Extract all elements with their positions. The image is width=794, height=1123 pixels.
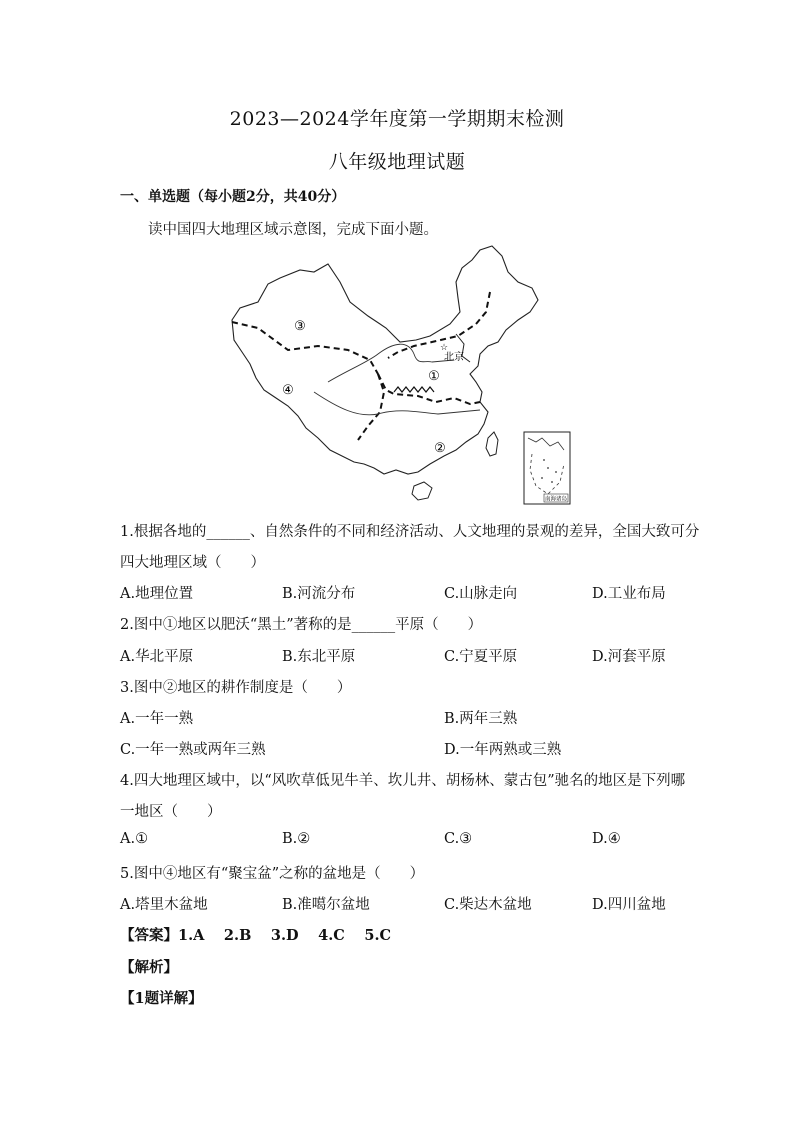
- q4-option-c: C.③: [444, 831, 473, 847]
- china-outline: [232, 246, 538, 474]
- answer-line: 【答案】1.A 2.B 3.D 4.C 5.C: [120, 927, 392, 944]
- q1-option-c: C.山脉走向: [444, 586, 518, 602]
- q5-option-d: D.四川盆地: [592, 897, 666, 913]
- q1-option-a: A.地理位置: [120, 586, 194, 602]
- q3-option-b: B.两年三熟: [444, 711, 518, 727]
- boundary-qinghai-tibet: [358, 374, 384, 440]
- region-2-label: ②: [434, 441, 446, 456]
- china-regions-map: [218, 242, 573, 510]
- section-heading: 一、单选题（每小题2分，共40分）: [120, 189, 346, 205]
- region-1-label: ①: [428, 369, 440, 384]
- detail-heading: 【1题详解】: [120, 990, 203, 1007]
- yangtze-river: [314, 392, 480, 415]
- beijing-label: 北京: [444, 352, 464, 363]
- taiwan-island: [486, 432, 498, 456]
- q2-option-a: A.华北平原: [120, 649, 194, 665]
- analysis-heading: 【解析】: [120, 959, 178, 976]
- q2-option-d: D.河套平原: [592, 649, 666, 665]
- question-1-stem: 1.根据各地的______、自然条件的不同和经济活动、人文地理的景观的差异，全国大致可分: [120, 524, 700, 540]
- q1-option-b: B.河流分布: [282, 586, 356, 602]
- question-5-stem: 5.图中④地区有“聚宝盆”之称的盆地是（ ）: [120, 866, 425, 882]
- q2-option-b: B.东北平原: [282, 649, 356, 665]
- question-4-stem-cont: 一地区（ ）: [120, 804, 222, 820]
- q5-option-a: A.塔里木盆地: [120, 897, 208, 913]
- q4-option-d: D.④: [592, 831, 621, 847]
- hainan-island: [412, 482, 432, 500]
- q1-option-d: D.工业布局: [592, 586, 666, 602]
- question-3-stem: 3.图中②地区的耕作制度是（ ）: [120, 680, 352, 696]
- question-4-stem: 4.四大地理区域中，以“风吹草低见牛羊、坎儿井、胡杨林、蒙古包”驰名的地区是下列哪: [120, 773, 686, 789]
- q4-option-b: B.②: [282, 831, 311, 847]
- q2-option-c: C.宁夏平原: [444, 649, 518, 665]
- q5-option-b: B.准噶尔盆地: [282, 897, 370, 913]
- q3-option-c: C.一年一熟或两年三熟: [120, 742, 266, 758]
- region-3-label: ③: [294, 319, 306, 334]
- q3-option-a: A.一年一熟: [120, 711, 194, 727]
- intro-text: 读中国四大地理区域示意图，完成下面小题。: [148, 222, 438, 238]
- qinling-mountains: [394, 387, 434, 392]
- region-4-label: ④: [282, 383, 294, 398]
- q4-option-a: A.①: [120, 831, 149, 847]
- exam-title: 2023—2024学年度第一学期期末检测: [229, 108, 565, 130]
- question-1-stem-cont: 四大地理区域（ ）: [120, 555, 265, 571]
- exam-subtitle: 八年级地理试题: [328, 151, 466, 173]
- inset-label: 南海诸岛: [544, 496, 568, 503]
- q3-option-d: D.一年两熟或三熟: [444, 742, 562, 758]
- question-2-stem: 2.图中①地区以肥沃“黑土”著称的是______平原（ ）: [120, 617, 483, 633]
- q5-option-c: C.柴达木盆地: [444, 897, 532, 913]
- beijing-star-icon: ☆: [439, 343, 449, 353]
